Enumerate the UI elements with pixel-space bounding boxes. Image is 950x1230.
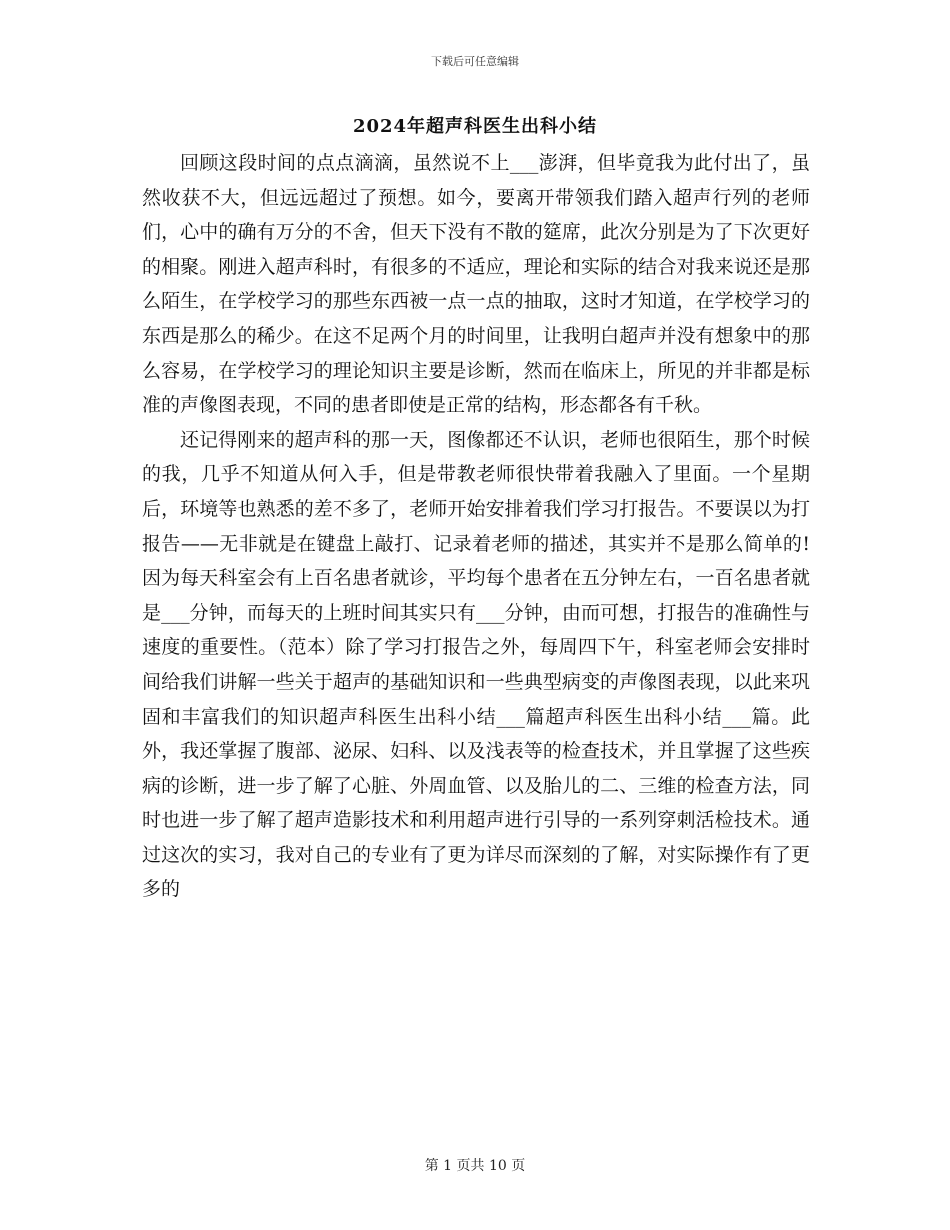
document-body: [142, 146, 810, 907]
page-number: 第 1 页共 10 页: [424, 1158, 526, 1174]
paragraph-1: 回顾这段时间的点点滴滴，虽然说不上___澎湃，但毕竟我为此付出了，虽然收获不大，但远远超过了预想。如今，要离开带领我们踏入超声行列的老师们，心中的确有万分的不舍，但天下没有不散的筵席，此次分别是为了下次更好的相聚。刚进入超声科时，有很多的不适应，理论和实际的结合对我来说还是那么陌生，在学校学习的那些东西被一点一点的抽取，这时才知道，在学校学习的东西是那么的稀少。在这不足两个月的时间里，让我明白超声并没有想象中的那么容易，在学校学习的理论知识主要是诊断，然而在临床上，所见的并非都是标准的声像图表现，不同的患者即使是正常的结构，形态都各有千秋。: [142, 152, 810, 417]
document-title: 2024年超声科医生出科小结: [352, 116, 598, 137]
paragraph-2: 还记得刚来的超声科的那一天，图像都还不认识，老师也很陌生，那个时候的我，几乎不知道从何入手，但是带教老师很快带着我融入了里面。一个星期后，环境等也熟悉的差不多了，老师开始安排着我们学习打报告。不要误以为打报告——无非就是在键盘上敲打、记录着老师的描述，其实并不是那么简单的!因为每天科室会有上百名患者就诊，平均每个患者在五分钟左右，一百名患者就是___分钟，而每天的上班时间其实只有___分钟，由而可想，打报告的准确性与速度的重要性。（范本）除了学习打报告之外，每周四下午，科室老师会安排时间给我们讲解一些关于超声的基础知识和一些典型病变的声像图表现，以此来巩固和丰富我们的知识超声科医生出科小结___篇超声科医生出科小结___篇。此外，我还掌握了腹部、泌尿、妇科、以及浅表等的检查技术，并且掌握了这些疾病的诊断，进一步了解了心脏、外周血管、以及胎儿的二、三维的检查方法，同时也进一步了解了超声造影技术和利用超声进行引导的一系列穿刺活检技术。通过这次的实习，我对自己的专业有了更为详尽而深刻的了解，对实际操作有了更多的: [142, 428, 810, 901]
page-header-note: 下载后可任意编辑: [431, 55, 519, 68]
